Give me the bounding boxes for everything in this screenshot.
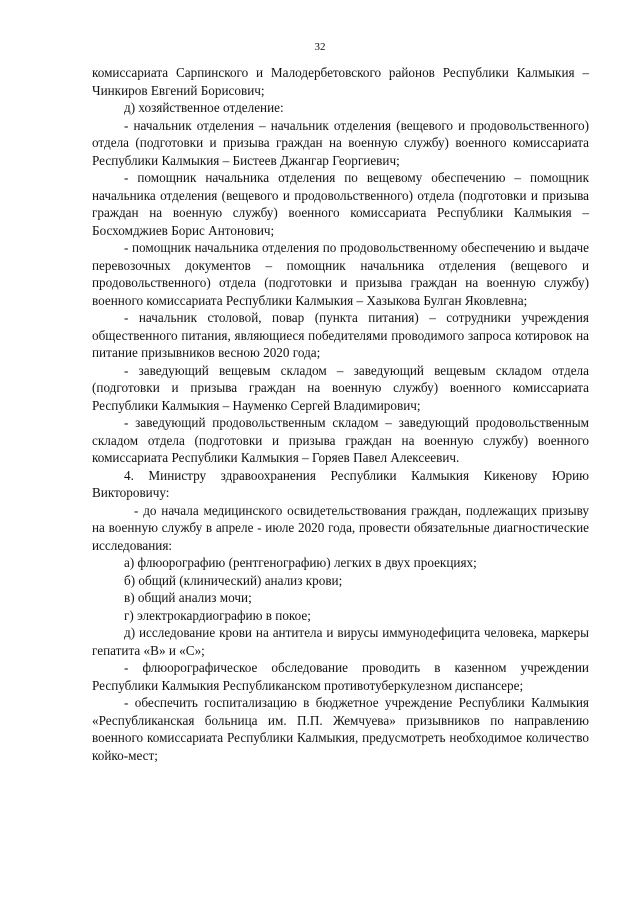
document-body xyxy=(92,64,589,764)
paragraph-food-assistant: - помощник начальника отделения по продовольственному обеспечению и выдаче перевозочных документов – помощник начальника отделения (вещевого и продовольственного) отдела (подготовки и призыва граждан на военную службу) военного комиссариата Республики Калмыкия – Хазыкова Булган Яковлевна; xyxy=(92,240,589,308)
page-number: 32 xyxy=(314,41,326,53)
paragraph-household-department: д) хозяйственное отделение: xyxy=(124,100,284,115)
paragraph-department-head: - начальник отделения – начальник отделения (вещевого и продовольственного) отдела (подготовки и призыва граждан на военную службу) военного комиссариата Республики Калмыкия – Бистеев Джангар Георгиевич; xyxy=(92,117,589,168)
paragraph-item-g: г) электрокардиографию в покое; xyxy=(124,607,311,623)
paragraph-health-minister: 4. Министру здравоохранения Республики Калмыкия Кикенову Юрию Викторовичу: xyxy=(92,467,589,500)
paragraph-item-b: б) общий (клинический) анализ крови; xyxy=(124,572,343,588)
paragraph-canteen-head: - начальник столовой, повар (пункта питания) – сотрудники учреждения общественного питания, являющиеся победителями проводимого запроса котировок на питание призывников весною 2020 года; xyxy=(92,310,589,360)
paragraph-clothing-assistant: - помощник начальника отделения по вещевому обеспечению – помощник начальника отделения (вещевого и продовольственного) отдела (подготовки и призыва граждан на военную службу) военного комиссариата Республики Калмыкия – Босхомджиев Борис Антонович; xyxy=(92,170,589,238)
paragraph-fluorography: - флюорографическое обследование проводить в казенном учреждении Республики Калмыкия Республиканском противотуберкулезном диспансере; xyxy=(92,660,589,693)
paragraph-hospitalization: - обеспечить госпитализацию в бюджетное учреждение Республики Калмыкия «Республиканская больница им. П.П. Жемчуева» призывников по направлению военного комиссариата Республики Калмыкия, предусмотреть необходимое количество койко-мест; xyxy=(92,695,589,763)
paragraph-item-v: в) общий анализ мочи; xyxy=(124,590,252,605)
paragraph-diagnostics-intro: - до начала медицинского освидетельствования граждан, подлежащих призыву на военную службу в апреле - июле 2020 года, провести обязательные диагностические исследования: xyxy=(92,502,589,553)
paragraph-item-d: д) исследование крови на антитела и вирусы иммунодефицита человека, маркеры гепатита «В» и «С»; xyxy=(92,625,589,658)
paragraph-food-warehouse: - заведующий продовольственным складом – заведующий продовольственным складом отдела (подготовки и призыва граждан на военную службу) военного комиссариата Республики Калмыкия – Горяев Павел Алексеевич. xyxy=(92,415,589,465)
paragraph-item-a: а) флюорографию (рентгенографию) легких в двух проекциях; xyxy=(124,555,477,570)
paragraph-commissariat-continuation: комиссариата Сарпинского и Малодербетовского районов Республики Калмыкия – Чинкиров Евгений Борисович; xyxy=(92,65,589,98)
paragraph-clothing-warehouse: - заведующий вещевым складом – заведующий вещевым складом отдела (подготовки и призыва граждан на военную службу) военного комиссариата Республики Калмыкия – Науменко Сергей Владимирович; xyxy=(92,362,589,413)
